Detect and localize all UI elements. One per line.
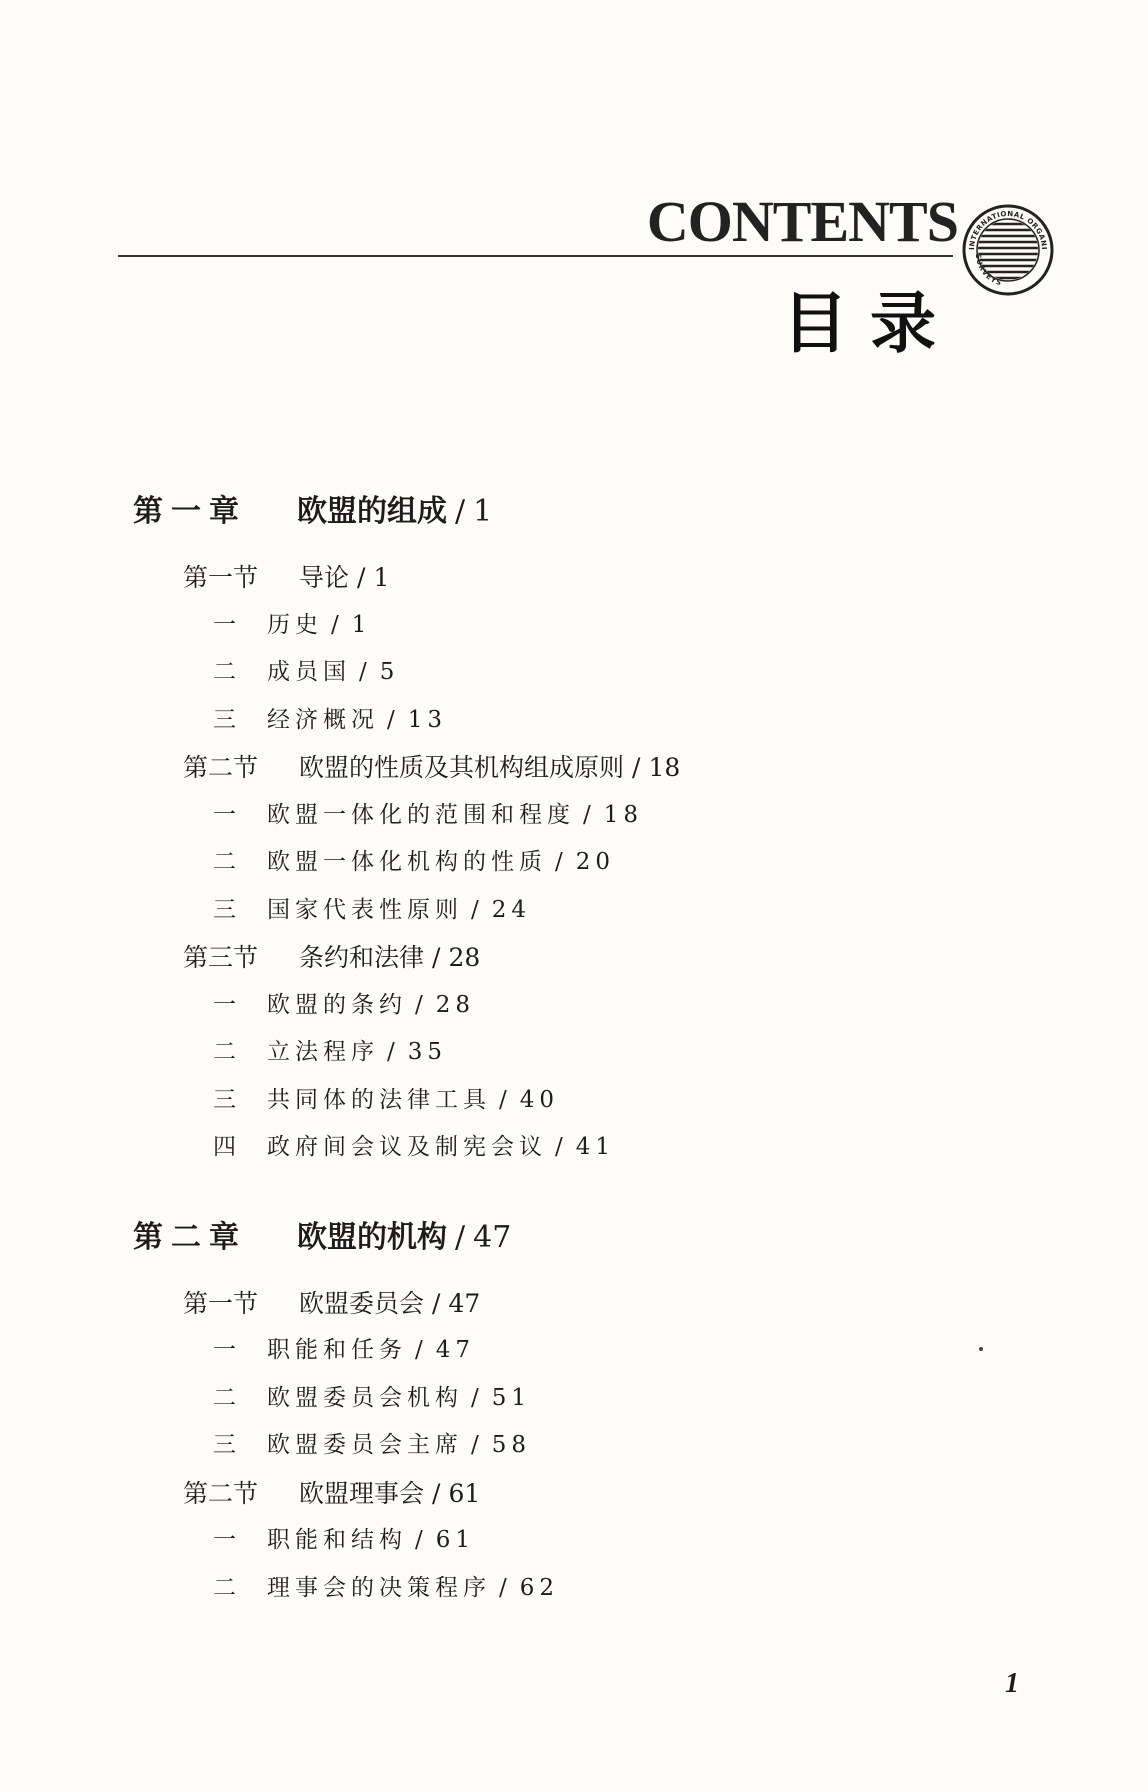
section-number: 第二节 — [183, 1478, 259, 1508]
item-title: 历史 — [267, 611, 323, 638]
section-number: 第二节 — [183, 753, 259, 782]
page-ref: 61 — [448, 1478, 481, 1508]
section-title: 欧盟的性质及其机构组成原则 — [299, 753, 625, 782]
chapter-number: 第二章 — [133, 1219, 247, 1255]
section-title: 欧盟委员会 — [299, 1288, 425, 1318]
item-number: 四 — [213, 1134, 236, 1160]
toc-item[interactable]: 二 成员国 / 5 — [133, 649, 1033, 697]
item-title: 欧盟委员会机构 — [267, 1384, 463, 1411]
item-number: 二 — [213, 1039, 236, 1065]
toc-section[interactable]: 第一节 导论 / 1 — [133, 554, 1033, 602]
contents-title-cn: 目录 — [782, 285, 958, 362]
item-title: 欧盟一体化机构的性质 — [267, 849, 547, 875]
item-number: 三 — [213, 1432, 236, 1458]
table-of-contents — [133, 480, 1033, 1612]
toc-item[interactable]: 三 欧盟委员会主席 / 58 — [133, 1422, 1033, 1470]
item-title: 成员国 — [267, 659, 351, 685]
item-number: 一 — [213, 611, 236, 638]
toc-chapter[interactable]: 第一章 欧盟的组成 / 1 — [133, 480, 1033, 544]
section-number: 第一节 — [183, 1288, 259, 1318]
item-title: 理事会的决策程序 — [267, 1574, 491, 1601]
item-number: 三 — [213, 1086, 236, 1113]
section-number: 第三节 — [183, 943, 259, 972]
toc-item[interactable]: 二 理事会的决策程序 / 62 — [133, 1565, 1033, 1613]
page-ref: 47 — [435, 1337, 476, 1363]
item-number: 二 — [213, 1384, 236, 1411]
item-number: 二 — [213, 849, 236, 875]
page-ref: 28 — [448, 943, 481, 972]
page-ref: 58 — [491, 1432, 532, 1458]
toc-chapter[interactable]: 第二章 欧盟的机构 / 47 — [133, 1206, 1033, 1270]
svg-text:SURVEYS: SURVEYS — [973, 253, 1004, 288]
item-number: 一 — [213, 1527, 236, 1553]
item-number: 二 — [213, 1574, 236, 1601]
toc-item[interactable]: 三 国家代表性原则 / 24 — [133, 887, 1033, 935]
page-ref: 35 — [407, 1039, 448, 1065]
toc-section[interactable]: 第三节 条约和法律 / 28 — [133, 934, 1033, 982]
page-ref: 41 — [575, 1134, 616, 1160]
toc-item[interactable]: 三 共同体的法律工具 / 40 — [133, 1077, 1033, 1125]
item-title: 立法程序 — [267, 1039, 379, 1065]
item-title: 职能和任务 — [267, 1337, 407, 1363]
toc-item[interactable]: 一 欧盟一体化的范围和程度 / 18 — [133, 792, 1033, 840]
print-speck — [979, 1347, 983, 1351]
page-ref: 1 — [351, 611, 372, 638]
item-title: 经济概况 — [267, 706, 379, 733]
page-ref: 40 — [519, 1086, 560, 1113]
item-title: 欧盟的条约 — [267, 991, 407, 1018]
page-ref: 24 — [491, 896, 532, 923]
contents-title-en: CONTENTS — [646, 189, 958, 254]
toc-item[interactable]: 二 欧盟委员会机构 / 51 — [133, 1375, 1033, 1423]
page-ref: 18 — [603, 801, 644, 828]
item-title: 欧盟一体化的范围和程度 — [267, 801, 575, 828]
svg-text:INTERNATIONAL ORGANIZATIONS: INTERNATIONAL ORGANI — [967, 209, 1049, 251]
item-title: 职能和结构 — [267, 1527, 407, 1553]
toc-item[interactable]: 一 职能和任务 / 47 — [133, 1327, 1033, 1375]
page-ref: 28 — [435, 991, 476, 1018]
page-ref: 47 — [473, 1219, 512, 1255]
chapter-title: 欧盟的组成 — [297, 494, 447, 529]
page-number: 1 — [1005, 1668, 1019, 1699]
item-number: 一 — [213, 801, 236, 828]
page-ref: 1 — [473, 494, 493, 529]
page-ref: 1 — [373, 563, 390, 592]
header-rule — [118, 255, 953, 257]
toc-item[interactable]: 一 欧盟的条约 / 28 — [133, 982, 1033, 1030]
section-number: 第一节 — [183, 563, 259, 592]
page-ref: 47 — [448, 1288, 481, 1318]
page-ref: 61 — [435, 1527, 476, 1553]
item-number: 三 — [213, 706, 236, 733]
item-number: 三 — [213, 896, 236, 923]
toc-section[interactable]: 第二节 欧盟理事会 / 61 — [133, 1470, 1033, 1518]
page-ref: 51 — [491, 1384, 532, 1411]
item-number: 一 — [213, 991, 236, 1018]
section-title: 条约和法律 — [299, 943, 425, 972]
toc-section[interactable]: 第一节 欧盟委员会 / 47 — [133, 1280, 1033, 1328]
toc-item[interactable]: 四 政府间会议及制宪会议 / 41 — [133, 1124, 1033, 1172]
toc-section[interactable]: 第二节 欧盟的性质及其机构组成原则 / 18 — [133, 744, 1033, 792]
item-title: 共同体的法律工具 — [267, 1086, 491, 1113]
section-title: 导论 — [299, 563, 350, 592]
chapter-title: 欧盟的机构 — [297, 1219, 447, 1255]
item-title: 政府间会议及制宪会议 — [267, 1134, 547, 1160]
toc-item[interactable]: 二 立法程序 / 35 — [133, 1029, 1033, 1077]
item-number: 一 — [213, 1337, 236, 1363]
page-header — [0, 0, 1148, 360]
globe-seal-icon — [962, 204, 1054, 296]
item-title: 欧盟委员会主席 — [267, 1432, 463, 1458]
toc-item[interactable]: 一 职能和结构 / 61 — [133, 1517, 1033, 1565]
page-ref: 13 — [407, 706, 448, 733]
page-ref: 62 — [519, 1574, 560, 1601]
page-ref: 5 — [379, 659, 400, 685]
section-title: 欧盟理事会 — [299, 1478, 425, 1508]
toc-item[interactable]: 一 历史 / 1 — [133, 602, 1033, 650]
toc-item[interactable]: 三 经济概况 / 13 — [133, 697, 1033, 745]
page-ref: 18 — [648, 753, 681, 782]
chapter-number: 第一章 — [133, 494, 247, 529]
page-ref: 20 — [575, 849, 616, 875]
toc-item[interactable]: 二 欧盟一体化机构的性质 / 20 — [133, 839, 1033, 887]
item-title: 国家代表性原则 — [267, 896, 463, 923]
item-number: 二 — [213, 659, 236, 685]
